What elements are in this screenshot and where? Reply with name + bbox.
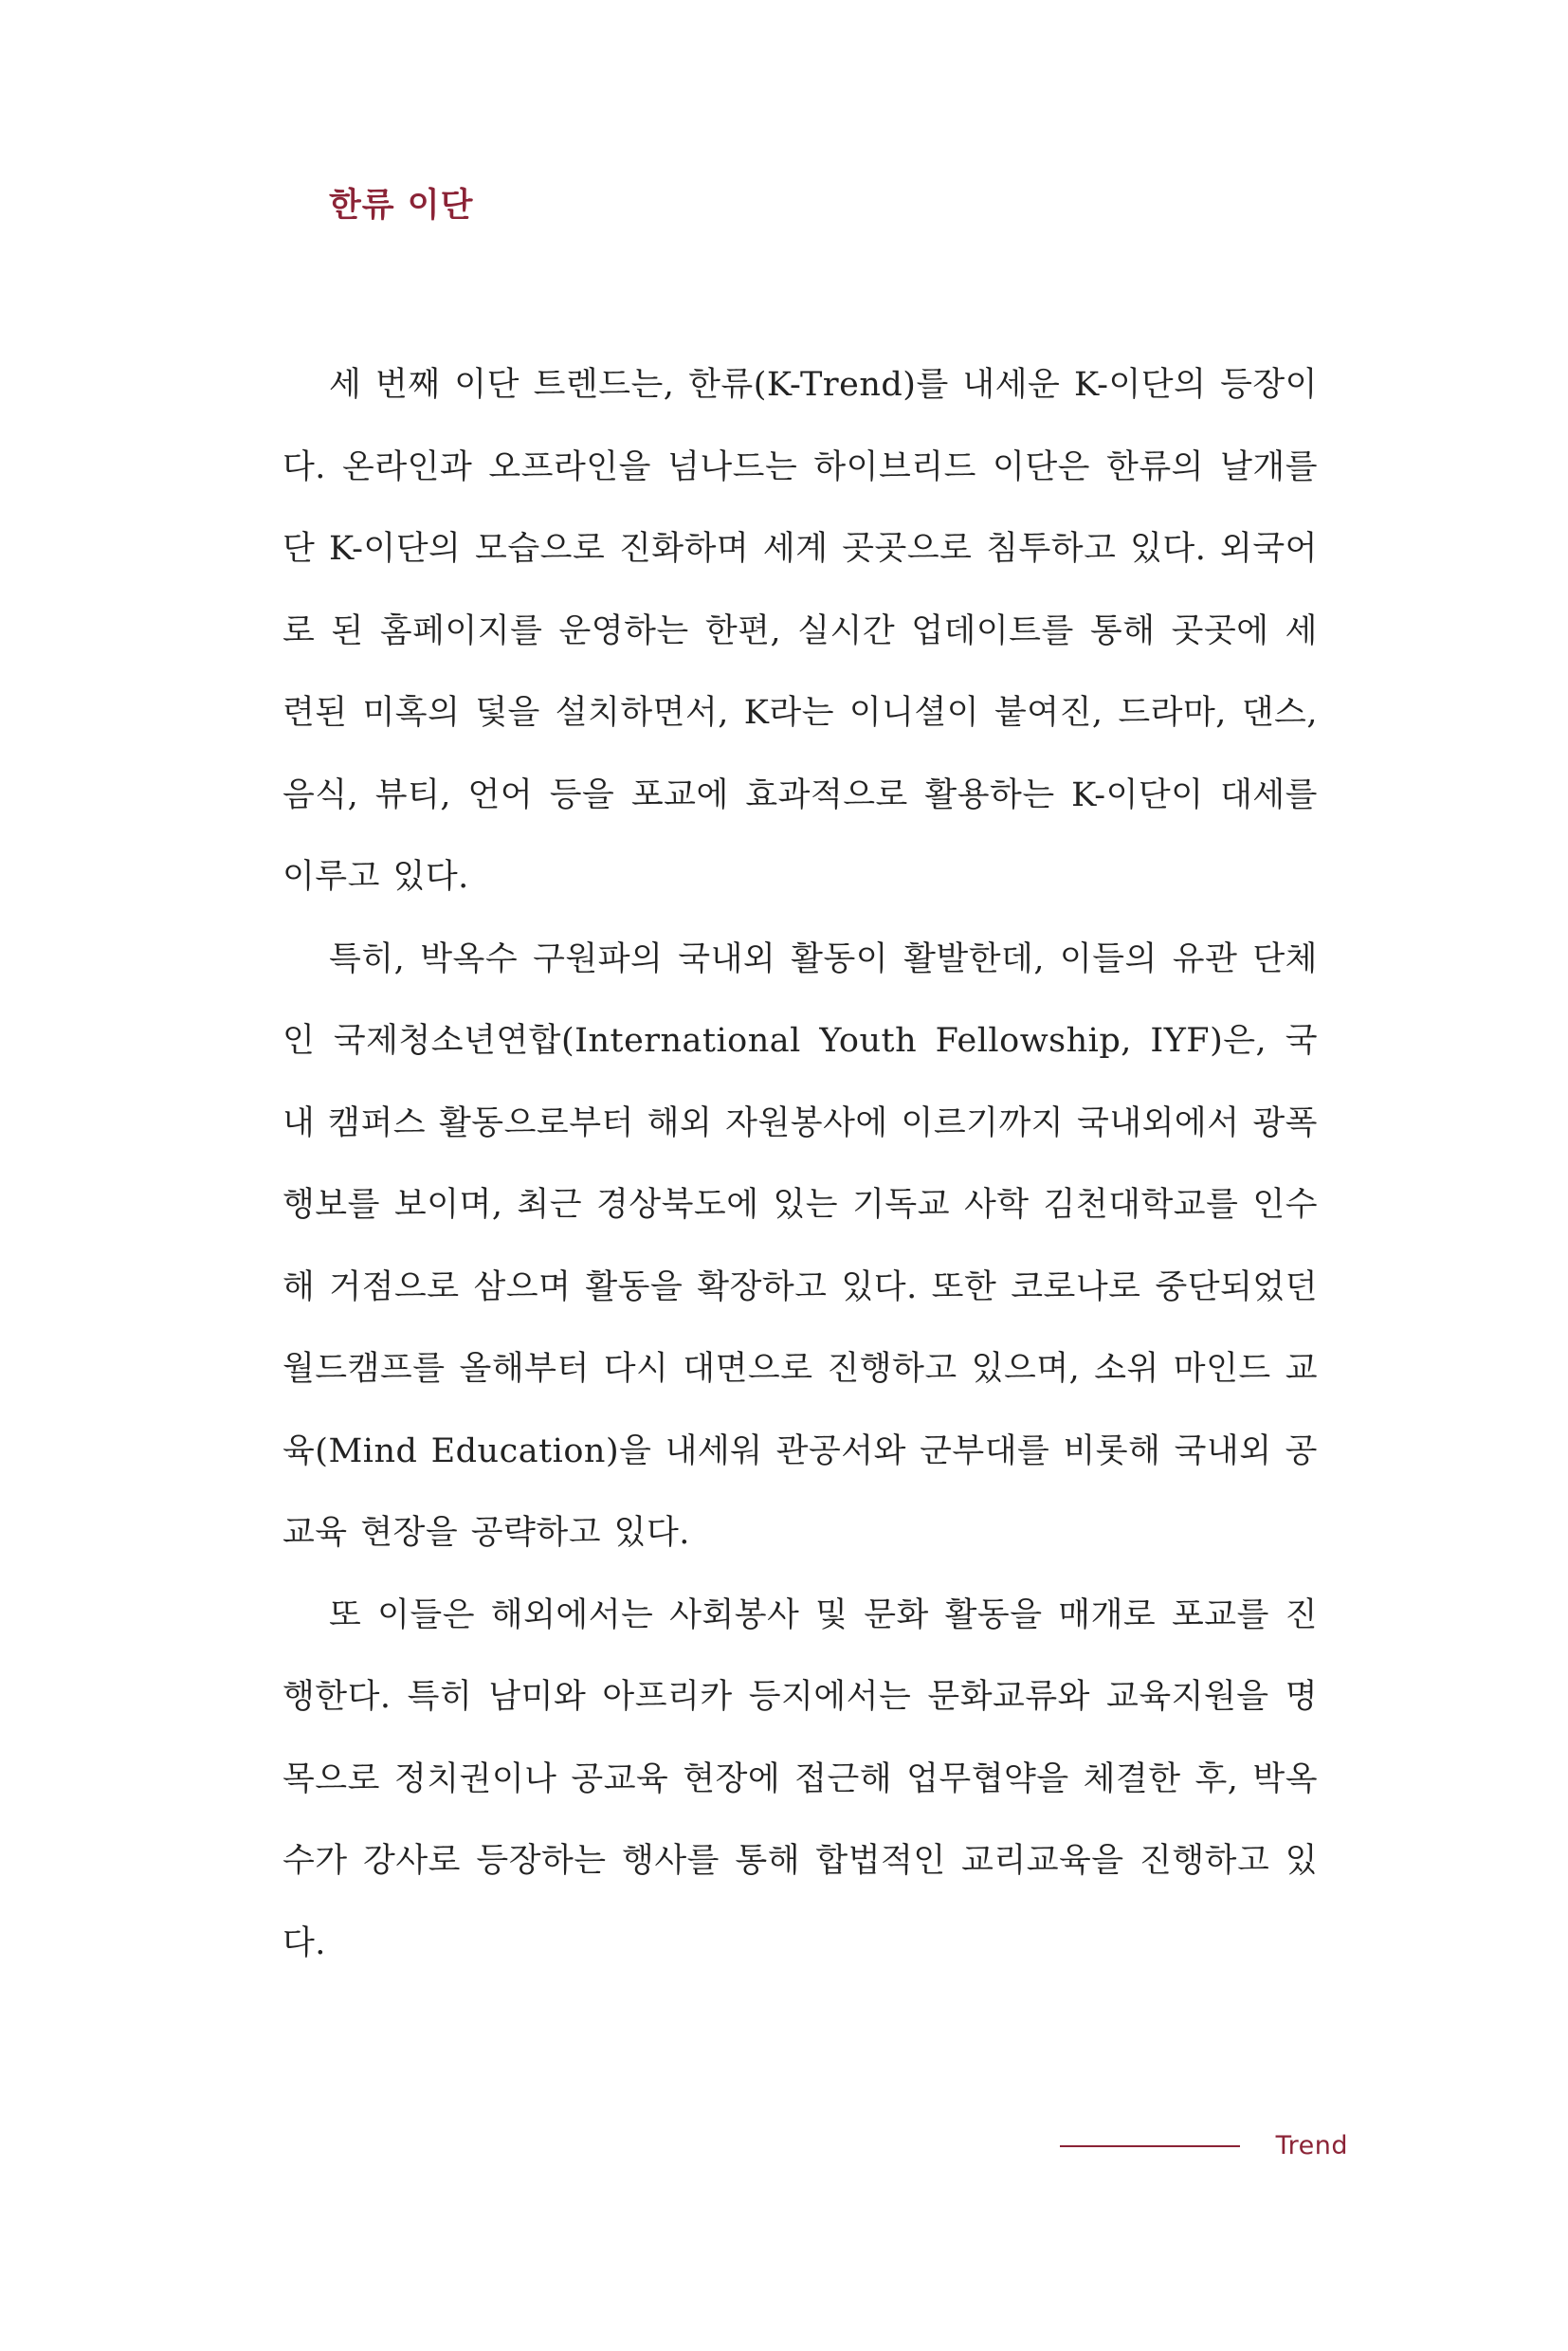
footer-divider-line bbox=[1060, 2145, 1240, 2147]
section-title: 한류 이단 bbox=[329, 187, 474, 225]
footer-section-label: Trend bbox=[1275, 2131, 1348, 2160]
paragraph-overseas-outreach: 또 이들은 해외에서는 사회봉사 및 문화 활동을 매개로 포교를 진행한다. 특히 남미와 아프리카 등지에서는 문화교류와 교육지원을 명목으로 정치권이나 공교육 현장에 접근해 업무협약을 체결한 후, 박옥수가 강사로 등장하는 행사를 통해 합법적인 교리교육을 진행하고 있다. bbox=[283, 1595, 1318, 1962]
paragraph-k-trend: 세 번째 이단 트렌드는, 한류(K-Trend)를 내세운 K-이단의 등장이다. 온라인과 오프라인을 넘나드는 하이브리드 이단은 한류의 날개를 단 K-이단의 모습으로 진화하며 세계 곳곳으로 침투하고 있다. 외국어로 된 홈페이지를 운영하는 한편, 실시간 업데이트를 통해 곳곳에 세련된 미혹의 덫을 설치하면서, K라는 이니셜이 붙여진, 드라마, 댄스, 음식, 뷰티, 언어 등을 포교에 효과적으로 활용하는 K-이단이 대세를 이루고 있다. bbox=[283, 366, 1318, 896]
page-footer bbox=[1060, 2131, 1348, 2160]
body-text bbox=[283, 344, 1318, 1984]
paragraph-iyf-activities: 특히, 박옥수 구원파의 국내외 활동이 활발한데, 이들의 유관 단체인 국제청소년연합(International Youth Fellowship, IYF)은, 국내 캠퍼스 활동으로부터 해외 자원봉사에 이르기까지 국내외에서 광폭 행보를 보이며, 최근 경상북도에 있는 기독교 사학 김천대학교를 인수해 거점으로 삼으며 활동을 확장하고 있다. 또한 코로나로 중단되었던 월드캠프를 올해부터 다시 대면으로 진행하고 있으며, 소위 마인드 교육(Mind Education)을 내세워 관공서와 군부대를 비롯해 국내외 공교육 현장을 공략하고 있다. bbox=[283, 939, 1318, 1552]
